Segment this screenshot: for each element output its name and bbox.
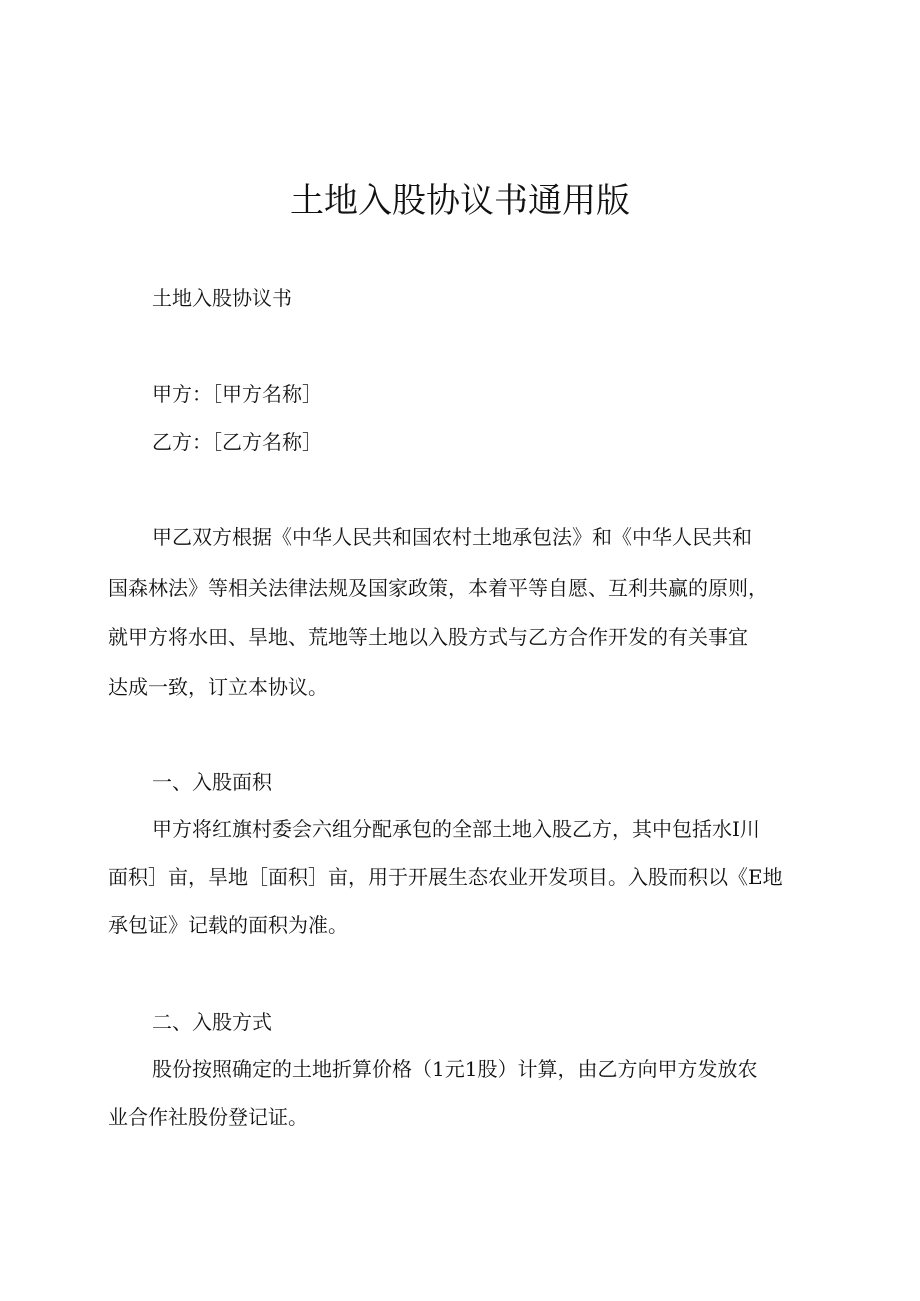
section2-line-1: 股份按照确定的土地折算价格（1元1股）计算，由乙方向甲方发放农 — [152, 1057, 758, 1081]
party-a-line: 甲方：［甲方名称］ — [152, 382, 322, 406]
section2-heading: 二、入股方式 — [152, 1010, 272, 1034]
document-subtitle: 土地入股协议书 — [152, 286, 292, 310]
intro-line-4: 达成一致，订立本协议。 — [108, 675, 328, 699]
intro-line-1: 甲乙双方根据《中华人民共和国农村土地承包法》和《中华人民共和 — [152, 525, 752, 549]
section1-line-1: 甲方将红旗村委会六组分配承包的全部土地入股乙方，其中包括水I川 — [152, 817, 760, 841]
section1-line-2: 面积］亩，旱地［面积］亩，用于开展生态农业开发项目。入股而积以《E地 — [108, 865, 783, 889]
document-title: 土地入股协议书通用版 — [290, 181, 630, 221]
section1-heading: 一、入股面积 — [152, 770, 272, 794]
section2-line-2: 业合作社股份登记证。 — [108, 1105, 308, 1129]
party-b-line: 乙方：［乙方名称］ — [152, 430, 322, 454]
intro-line-2: 国森林法》等相关法律法规及国家政策，本着平等自愿、互利共赢的原则， — [108, 576, 768, 600]
section1-line-3: 承包证》记载的面积为准。 — [108, 913, 348, 937]
intro-line-3: 就甲方将水田、旱地、荒地等土地以入股方式与乙方合作开发的有关事宜 — [108, 625, 748, 649]
